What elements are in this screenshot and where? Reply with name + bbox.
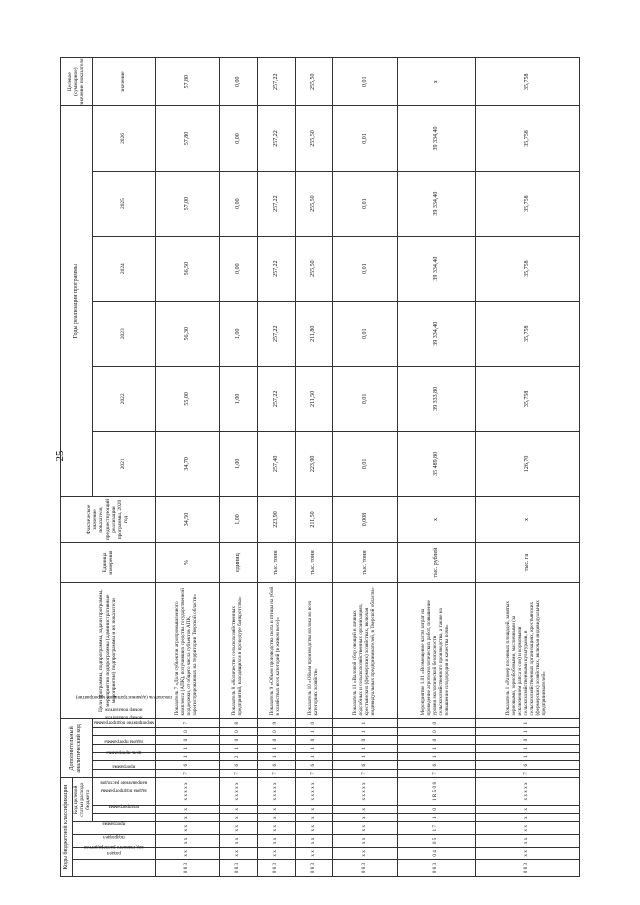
header-unit: Единица измерения (61, 543, 156, 583)
header-goal-sub-0: подпрограмма (92, 814, 155, 822)
header-budget-sub-1: раздел (72, 847, 155, 860)
code-cell: 1 (397, 744, 475, 752)
fact-cell: 34,50 (155, 496, 219, 542)
header-extra-sub-3: мероприятие подпрограммы (92, 744, 155, 752)
year-value-cell: 35,758 (475, 301, 579, 366)
year-value-cell: 1,00 (219, 431, 257, 496)
year-value-cell: 34,70 (155, 431, 219, 496)
year-value-cell: 0,01 (333, 431, 397, 496)
code-cell: x x (295, 835, 333, 848)
unit-cell: тыс. га (475, 543, 579, 583)
code-cell: 0 (219, 736, 257, 744)
year-value-cell: 126,70 (475, 431, 579, 496)
header-extra-sub-1: цель программы (92, 761, 155, 769)
fact-cell: 211,50 (295, 496, 333, 542)
code-cell: x (333, 814, 397, 822)
year-value-cell: 39 334,40 (397, 106, 475, 171)
code-cell: 6 (219, 761, 257, 769)
code-cell: 6 (295, 761, 333, 769)
target-cell: 255,50 (295, 58, 333, 106)
header-extra-sub-2: задача программы (92, 753, 155, 761)
indicator-name: Показатель 10 «Объем производства молока во всех категориях хозяйств» (295, 583, 333, 719)
year-value-cell: 257,22 (257, 171, 295, 236)
fact-cell: 0,008 (333, 496, 397, 542)
code-cell: x x (475, 847, 579, 860)
unit-cell: тыс. тонн (295, 543, 333, 583)
year-value-cell: 211,80 (295, 301, 333, 366)
code-cell: 6 (333, 761, 397, 769)
target-cell: 257,22 (257, 58, 295, 106)
year-value-cell: 0,00 (219, 171, 257, 236)
table-row (397, 58, 475, 877)
code-cell: 1 (475, 753, 579, 761)
code-cell: x (295, 805, 333, 813)
year-value-cell: 0,01 (333, 171, 397, 236)
code-cell: x x (295, 822, 333, 835)
code-cell: 6 (257, 761, 295, 769)
indicator-name: Показатель 7 «Доля субъектов агропромышленного комплекса (АПК), получивших средства государственной поддержки, от общего числа субъектов АПК, зарегистрированных на территории Тверской области» (155, 583, 219, 719)
unit-cell: единиц (219, 543, 257, 583)
code-cell: 1 7 (397, 822, 475, 835)
header-goal-codes-group: Код целевой статьи расхода бюджета (72, 778, 92, 822)
code-cell: 1 (333, 744, 397, 752)
year-value-cell: 1,00 (219, 301, 257, 366)
year-value-cell: 0,01 (333, 236, 397, 301)
table-row (219, 58, 257, 877)
code-cell: x x (155, 847, 219, 860)
header-year-2021: 2021 (92, 431, 155, 496)
target-cell: 0,01 (333, 58, 397, 106)
header-extra-codes: Дополнительный аналитический код (61, 719, 93, 778)
table-row (295, 58, 333, 877)
year-value-cell: 0,00 (219, 236, 257, 301)
header-year-2026: 2026 (92, 106, 155, 171)
code-cell: 0 8 3 (295, 860, 333, 877)
page-number: 25 (54, 450, 66, 462)
code-cell: x x (475, 822, 579, 835)
indicator-name: Мероприятие 1.01 «Возмещение части затрат на проведение агротехнологических работ, повышение уровня экологической безопасности сельскохозяйственного производства, а также на повышение плодородия и качества почв» (397, 583, 475, 719)
code-cell: 7 (155, 769, 219, 777)
code-cell: 0 (295, 719, 333, 727)
code-cell: 7 (257, 769, 295, 777)
code-cell: x x x x x (475, 778, 579, 805)
code-cell: 1 (155, 744, 219, 752)
code-cell: 1 (475, 727, 579, 735)
code-cell: x x x x x (257, 778, 295, 805)
fact-cell: 1,00 (219, 496, 257, 542)
code-cell: x x (257, 847, 295, 860)
code-cell: x (257, 805, 295, 813)
code-cell: 0 (333, 736, 397, 744)
code-cell: x x (219, 835, 257, 848)
code-cell: x x (257, 822, 295, 835)
year-value-cell: 39 334,40 (397, 171, 475, 236)
code-cell: 1 (295, 753, 333, 761)
year-value-cell: 57,80 (155, 106, 219, 171)
code-cell: 9 (257, 719, 295, 727)
header-budget-sub-3: программа (72, 822, 155, 835)
target-cell: 57,80 (155, 58, 219, 106)
year-value-cell: 39 334,40 (397, 301, 475, 366)
code-cell: x x (333, 835, 397, 848)
code-cell: 0 8 3 (155, 860, 219, 877)
year-value-cell: 35,758 (475, 171, 579, 236)
year-value-cell: 211,50 (295, 366, 333, 431)
header-fact: Фактическое значение показателя, предшествующий реализации программы, 2020 год (61, 496, 156, 542)
year-value-cell: 257,40 (257, 431, 295, 496)
code-cell: 0 (295, 736, 333, 744)
year-value-cell: 255,50 (295, 171, 333, 236)
code-cell: 0 (475, 736, 579, 744)
code-cell: 0 (257, 736, 295, 744)
year-value-cell: 35,758 (475, 106, 579, 171)
code-cell: 0 5 (397, 835, 475, 848)
header-year-2025: 2025 (92, 171, 155, 236)
code-cell: 0 (257, 727, 295, 735)
code-cell: 1 (257, 753, 295, 761)
year-value-cell: 0,01 (333, 301, 397, 366)
target-cell: 0,00 (219, 58, 257, 106)
target-cell: x (397, 58, 475, 106)
table-row (475, 58, 579, 877)
year-value-cell: 0,01 (333, 366, 397, 431)
code-cell: x x (257, 835, 295, 848)
code-cell: x x (333, 847, 397, 860)
code-cell: 0 (219, 727, 257, 735)
code-cell: x (219, 805, 257, 813)
code-cell: x x x x x (219, 778, 257, 805)
code-cell: 1 (333, 753, 397, 761)
code-cell: 1 (397, 753, 475, 761)
header-year-2024: 2024 (92, 236, 155, 301)
code-cell: 0 4 (397, 847, 475, 860)
code-cell: x x (155, 822, 219, 835)
rotated-table-container (60, 57, 580, 877)
code-cell: x x x x x (155, 778, 219, 805)
code-cell: 7 (397, 769, 475, 777)
year-value-cell: 257,22 (257, 106, 295, 171)
code-cell: 1 (155, 753, 219, 761)
header-goal-sub-2: направление расходов (92, 778, 155, 805)
code-cell: 0 (155, 736, 219, 744)
year-value-cell: 35 489,80 (397, 431, 475, 496)
code-cell: x (475, 805, 579, 813)
code-cell: x x x x x (295, 778, 333, 805)
code-cell: 6 (155, 761, 219, 769)
code-cell: 1 (397, 814, 475, 822)
code-cell: 0 8 3 (333, 860, 397, 877)
code-cell: 7 (155, 719, 219, 727)
table-body (155, 58, 580, 877)
fact-cell: x (475, 496, 579, 542)
code-cell: 0 8 3 (475, 860, 579, 877)
header-year-2023: 2023 (92, 301, 155, 366)
code-cell: x x (219, 822, 257, 835)
year-value-cell: 39 334,40 (397, 236, 475, 301)
table-row (155, 58, 219, 877)
code-cell: 1 (333, 719, 397, 727)
header-extra-sub-0: программа (92, 769, 155, 777)
code-cell: x (475, 814, 579, 822)
unit-cell: % (155, 543, 219, 583)
code-cell: 1 (219, 744, 257, 752)
code-cell: 1 R 5 0 8 (397, 778, 475, 805)
header-name: Цели программы, подпрограммы, задачи программы, мероприятия подпрограммы (административные мероприятия) подпрограммы и их показатели (61, 583, 156, 719)
year-value-cell: 35,758 (475, 366, 579, 431)
code-cell: 7 (333, 769, 397, 777)
year-value-cell: 1,00 (219, 366, 257, 431)
code-cell: 0 (397, 719, 475, 727)
code-cell: 6 (397, 761, 475, 769)
code-cell: 7 (475, 769, 579, 777)
header-extra-sub-4: показатель (административное мероприятие) (92, 736, 155, 744)
code-cell: 6 (475, 761, 579, 769)
year-value-cell: 35,758 (475, 236, 579, 301)
code-cell: 1 (333, 727, 397, 735)
header-target-value: значение (92, 58, 155, 106)
code-cell: 8 (219, 719, 257, 727)
year-value-cell: 57,00 (155, 171, 219, 236)
code-cell: x x (219, 847, 257, 860)
unit-cell: тыс. тонн (257, 543, 295, 583)
header-goal-sub-1: задача подпрограммы (92, 805, 155, 813)
indicator-name: Показатель 1 «Размер посевных площадей, занятых зерновыми, зернобобовыми, масличными (за исключением рапса и сои) и кормовыми сельскохозяйственными культурами, в сельскохозяйственных организациях, крестьянских (фермерских) хозяйствах, включая индивидуальных предпринимателей» (475, 583, 579, 719)
header-year-2022: 2022 (92, 366, 155, 431)
header-target-group: Целевое (суммарное) значение показателя (61, 58, 93, 106)
code-cell: 0 8 3 (397, 860, 475, 877)
code-cell: x (333, 805, 397, 813)
code-cell: 1 (475, 719, 579, 727)
header-budget-codes: Коды бюджетной классификации (61, 778, 73, 877)
code-cell: 0 8 3 (257, 860, 295, 877)
fact-cell: 223,90 (257, 496, 295, 542)
header-extra-sub-5: номер показателя (92, 727, 155, 735)
code-cell: 1 (257, 744, 295, 752)
year-value-cell: 0,01 (333, 106, 397, 171)
year-value-cell: 39 333,80 (397, 366, 475, 431)
year-value-cell: 55,00 (155, 366, 219, 431)
year-value-cell: 56,50 (155, 236, 219, 301)
code-cell: 0 (397, 727, 475, 735)
unit-cell: тыс. тонн (333, 543, 397, 583)
table-row (257, 58, 295, 877)
code-cell: x (155, 814, 219, 822)
code-cell: 1 (295, 744, 333, 752)
code-cell: x x (333, 822, 397, 835)
code-cell: x (155, 805, 219, 813)
table-row (333, 58, 397, 877)
year-value-cell: 257,22 (257, 366, 295, 431)
fact-cell: x (397, 496, 475, 542)
code-cell: 2 (219, 753, 257, 761)
indicator-name: Показатель 9 «Объем производства скота и птицы на убой в хозяйствах всех категорий (в живом весе)» (257, 583, 295, 719)
code-cell: 7 (219, 769, 257, 777)
code-cell: 0 8 3 (219, 860, 257, 877)
year-value-cell: 257,22 (257, 301, 295, 366)
year-value-cell: 56,30 (155, 301, 219, 366)
indicator-name: Показатель 8 «Количество сельскохозяйственных предприятий, находящихся в процедуре банкротства» (219, 583, 257, 719)
code-cell: 1 (475, 744, 579, 752)
target-cell: 35,758 (475, 58, 579, 106)
code-cell: 0 (155, 727, 219, 735)
year-value-cell: 223,90 (295, 431, 333, 496)
year-value-cell: 255,50 (295, 106, 333, 171)
header-years-group: Годы реализации программы (61, 106, 93, 496)
indicator-name: Показатель 11 «Валовой сбор овощей в личных подсобных и сельскохозяйственных организациях, крестьянских (фермерских) хозяйствах, включая индивидуальных предпринимателей, в Тверской области» (333, 583, 397, 719)
year-value-cell: 257,22 (257, 236, 295, 301)
code-cell: 7 (295, 769, 333, 777)
code-cell: x (295, 814, 333, 822)
header-budget-sub-0: код главного распорядителя (72, 860, 155, 877)
year-value-cell: 255,50 (295, 236, 333, 301)
program-indicators-table (60, 57, 580, 877)
code-cell: x (219, 814, 257, 822)
year-value-cell: 0,00 (219, 106, 257, 171)
code-cell: x x x x x (333, 778, 397, 805)
unit-cell: тыс. рублей (397, 543, 475, 583)
code-cell: 0 (397, 805, 475, 813)
header-budget-sub-2: подраздел (72, 835, 155, 848)
header-extra-sub-6: номер показателя (92, 719, 155, 727)
code-cell: 1 (295, 727, 333, 735)
code-cell: x (257, 814, 295, 822)
code-cell: x x (295, 847, 333, 860)
code-cell: 0 (397, 736, 475, 744)
code-cell: x x (155, 835, 219, 848)
code-cell: x x (475, 835, 579, 848)
